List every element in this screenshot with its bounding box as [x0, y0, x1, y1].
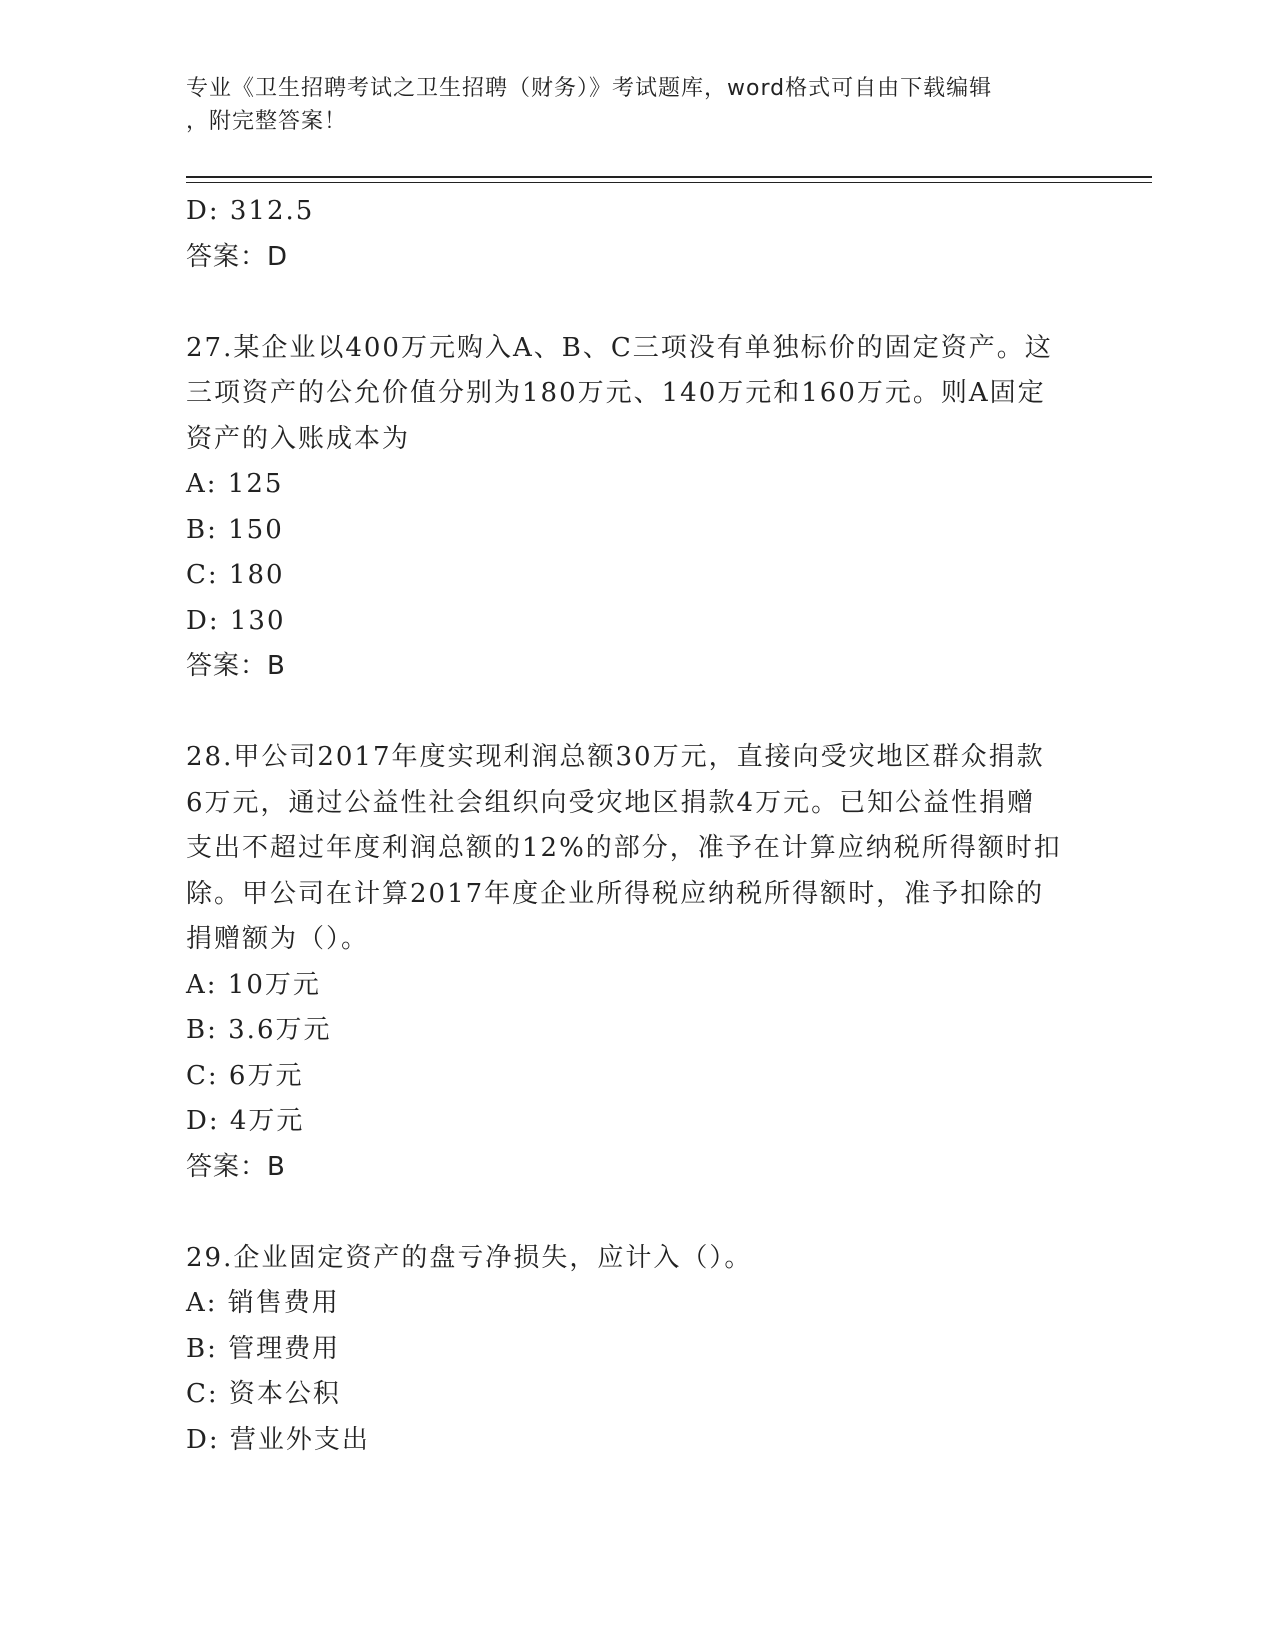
question-28-text-line-3: 支出不超过年度利润总额的12%的部分，准予在计算应纳税所得额时扣 [186, 833, 1062, 863]
question-28-option-a: A: 10万元 [186, 969, 321, 1000]
prev-answer: 答案：D [186, 241, 289, 272]
question-29-text-line-1: 29.企业固定资产的盘亏净损失，应计入（）。 [186, 1242, 753, 1273]
question-29 [186, 1236, 1086, 1464]
header-line-2: ，附完整答案！ [186, 109, 348, 134]
question-27 [186, 326, 1086, 690]
question-28-text-line-4: 除。甲公司在计算2017年度企业所得税应纳税所得额时，准予扣除的 [186, 878, 1045, 909]
question-27-text-line-1: 27.某企业以400万元购入A、B、C三项没有单独标价的固定资产。这 [186, 332, 1053, 363]
spacer [186, 1190, 1086, 1236]
question-28-text-line-1: 28.甲公司2017年度实现利润总额30万元，直接向受灾地区群众捐款 [186, 742, 1045, 772]
question-28 [186, 735, 1086, 1190]
question-29-option-c: C: 资本公积 [186, 1379, 341, 1409]
page-header [186, 72, 1086, 138]
question-28-text-line-5: 捐赠额为（）。 [186, 924, 370, 954]
question-content [186, 189, 1086, 1463]
spacer [186, 690, 1086, 736]
question-28-text-line-2: 6万元，通过公益性社会组织向受灾地区捐款4万元。已知公益性捐赠 [186, 787, 1036, 818]
header-line-1: 专业《卫生招聘考试之卫生招聘（财务）》考试题库，word格式可自由下载编辑 [186, 76, 993, 101]
question-28-answer: 答案：B [186, 1151, 286, 1182]
question-27-text-line-3: 资产的入账成本为 [186, 423, 411, 454]
question-29-option-a: A: 销售费用 [186, 1288, 340, 1318]
question-27-option-c: C: 180 [186, 560, 285, 590]
question-27-answer: 答案：B [186, 651, 286, 681]
question-27-option-a: A: 125 [186, 469, 284, 499]
question-28-option-d: D: 4万元 [186, 1106, 305, 1136]
question-28-option-c: C: 6万元 [186, 1060, 304, 1091]
question-28-option-b: B: 3.6万元 [186, 1015, 332, 1045]
question-27-option-b: B: 150 [186, 514, 284, 545]
question-27-text-line-2: 三项资产的公允价值分别为180万元、140万元和160万元。则A固定 [186, 378, 1046, 408]
header-divider-thin [186, 182, 1152, 183]
prev-option-d: D: 312.5 [186, 196, 315, 226]
header-divider-thick [186, 176, 1152, 178]
question-29-option-b: B: 管理费用 [186, 1333, 341, 1364]
question-27-option-d: D: 130 [186, 605, 286, 636]
spacer [186, 280, 1086, 326]
question-29-option-d: D: 营业外支出 [186, 1424, 370, 1455]
